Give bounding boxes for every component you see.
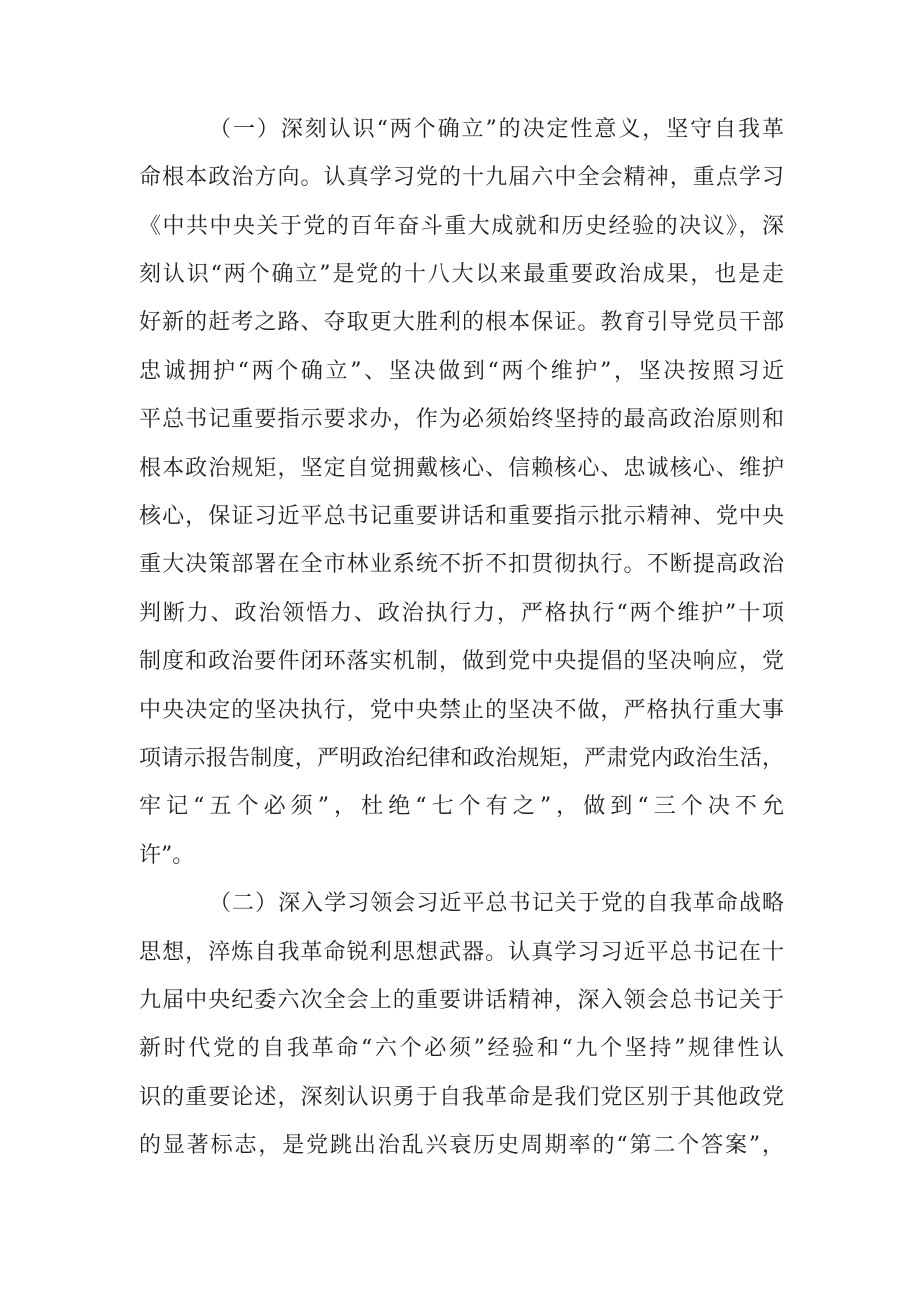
- paragraph-2-line-6: 的显著标志，是党跳出治乱兴衰历史周期率的“第二个答案”，: [139, 1133, 784, 1158]
- paragraph-1-line-5: 好新的赶考之路、夺取更大胜利的根本保证。教育引导党员干部: [139, 310, 784, 335]
- paragraph-2-line-4: 新时代党的自我革命“六个必须”经验和“九个坚持”规律性认: [139, 1036, 784, 1061]
- paragraph-1-line-4: 刻认识“两个确立”是党的十八大以来最重要政治成果，也是走: [139, 262, 784, 287]
- paragraph-1-line-7: 平总书记重要指示要求办，作为必须始终坚持的最高政治原则和: [139, 407, 784, 432]
- paragraph-2-line-1: （二）深入学习领会习近平总书记关于党的自我革命战略: [209, 891, 784, 916]
- paragraph-1-line-16: 许”。: [139, 843, 195, 868]
- paragraph-2-line-3: 九届中央纪委六次全会上的重要讲话精神，深入领会总书记关于: [139, 988, 784, 1013]
- paragraph-1-line-12: 制度和政治要件闭环落实机制，做到党中央提倡的坚决响应，党: [139, 649, 784, 674]
- paragraph-1-line-10: 重大决策部署在全市林业系统不折不扣贯彻执行。不断提高政治: [139, 552, 784, 577]
- paragraph-1-line-1: （一）深刻认识“两个确立”的决定性意义，坚守自我革: [209, 117, 784, 142]
- paragraph-1-line-13: 中央决定的坚决执行，党中央禁止的坚决不做，严格执行重大事: [139, 698, 784, 723]
- paragraph-1-line-8: 根本政治规矩，坚定自觉拥戴核心、信赖核心、忠诚核心、维护: [139, 456, 784, 481]
- paragraph-1-line-9: 核心，保证习近平总书记重要讲话和重要指示批示精神、党中央: [139, 504, 784, 529]
- paragraph-1-line-11: 判断力、政治领悟力、政治执行力，严格执行“两个维护”十项: [139, 601, 784, 626]
- paragraph-1-line-3: 《中共中央关于党的百年奋斗重大成就和历史经验的决议》，深: [139, 214, 784, 239]
- paragraph-1-line-14: 项请示报告制度，严明政治纪律和政治规矩，严肃党内政治生活，: [139, 746, 784, 771]
- paragraph-1-line-6: 忠诚拥护“两个确立”、坚决做到“两个维护”，坚决按照习近: [139, 359, 784, 384]
- paragraph-2-line-2: 思想，淬炼自我革命锐利思想武器。认真学习习近平总书记在十: [139, 940, 784, 965]
- paragraph-1-line-15: 牢记“五个必须”，杜绝“七个有之”，做到“三个决不允: [139, 794, 784, 819]
- paragraph-2-line-5: 识的重要论述，深刻认识勇于自我革命是我们党区别于其他政党: [139, 1085, 784, 1110]
- paragraph-1-line-2: 命根本政治方向。认真学习党的十九届六中全会精神，重点学习: [139, 165, 784, 190]
